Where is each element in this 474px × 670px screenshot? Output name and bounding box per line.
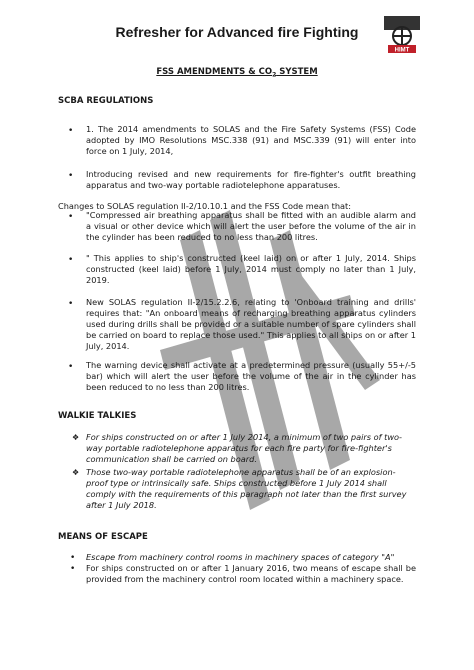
list-item: 1. The 2014 amendments to SOLAS and the Fire Safety Systems (FSS) Code adopted by IMO Resolutions MSC.338 (91) and MSC.339 (91) will enter into force on 1 July, 2014, bbox=[86, 124, 416, 156]
svg-text:HIMT: HIMT bbox=[394, 47, 410, 54]
list-item: For ships constructed on or after 1 January 2016, two means of escape shall be provided from the machinery control room located within a machinery space. bbox=[86, 563, 416, 584]
list-item: For ships constructed on or after 1 July 2014, a minimum of two pairs of two- way portable radiotelephone apparatus for each fire party for fire-fighter's communication shall be carried on board. bbox=[86, 432, 403, 464]
bullet-icon: • bbox=[68, 255, 74, 265]
bullet-icon: • bbox=[68, 362, 74, 372]
changes-intro: Changes to SOLAS regulation II-2/10.10.1 and the FSS Code mean that: bbox=[58, 201, 351, 211]
list-item: Escape from machinery control rooms in machinery spaces of category "A" bbox=[86, 552, 395, 562]
section-title: FSS AMENDMENTS & $CO_2$ SYSTEM bbox=[156, 67, 318, 79]
list-item: New SOLAS regulation II-2/15.2.2.6, relating to 'Onboard training and drills' requires that: "An onboard means of recharging breathing apparatus cylinders used during drills shall be provided or a suitable number of spare cylinders shall be carried on board to replace those used." This applies to all ships on or after 1 July, 2014. bbox=[86, 297, 416, 351]
list-item: Those two-way portable radiotelephone apparatus shall be of an explosion-proof type or intrinsically safe. Ships constructed before 1 July 2014 shall comply with the requirements of this paragraph not later than the first survey after 1 July 2018. bbox=[86, 467, 407, 510]
scba-heading: SCBA REGULATIONS bbox=[58, 96, 154, 106]
diamond-bullet-icon: ❖ bbox=[72, 433, 80, 442]
diamond-bullet-icon: ❖ bbox=[72, 468, 80, 477]
list-item: "Compressed air breathing apparatus shall be fitted with an audible alarm and a visual or other device which will alert the user before the volume of the air in the cylinder has been reduced to no less than 200 litres. bbox=[86, 210, 416, 242]
bullet-icon: • bbox=[70, 564, 76, 574]
bullet-icon: • bbox=[68, 212, 74, 222]
list-item: Introducing revised and new requirements for fire-fighter's outfit breathing apparatus and two-way portable radiotelephone apparatuses. bbox=[86, 169, 416, 190]
bullet-icon: • bbox=[68, 171, 74, 181]
walkie-heading: WALKIE TALKIES bbox=[58, 411, 137, 421]
bullet-icon: • bbox=[70, 553, 76, 563]
page-title: Refresher for Advanced fire Fighting bbox=[115, 24, 359, 40]
bullet-icon: • bbox=[68, 299, 74, 309]
escape-heading: MEANS OF ESCAPE bbox=[58, 532, 148, 542]
list-item: The warning device shall activate at a predetermined pressure (usually 55+/-5 bar) which will alert the user before the volume of the air in the cylinder has been reduced to no less than 200 litres. bbox=[86, 360, 416, 392]
list-item: " This applies to ship's constructed (keel laid) on or after 1 July, 2014. Ships constructed (keel laid) before 1 July, 2014 must comply no later than 1 July, 2019. bbox=[86, 253, 416, 285]
himt-logo bbox=[378, 14, 426, 54]
bullet-icon: • bbox=[68, 126, 74, 136]
